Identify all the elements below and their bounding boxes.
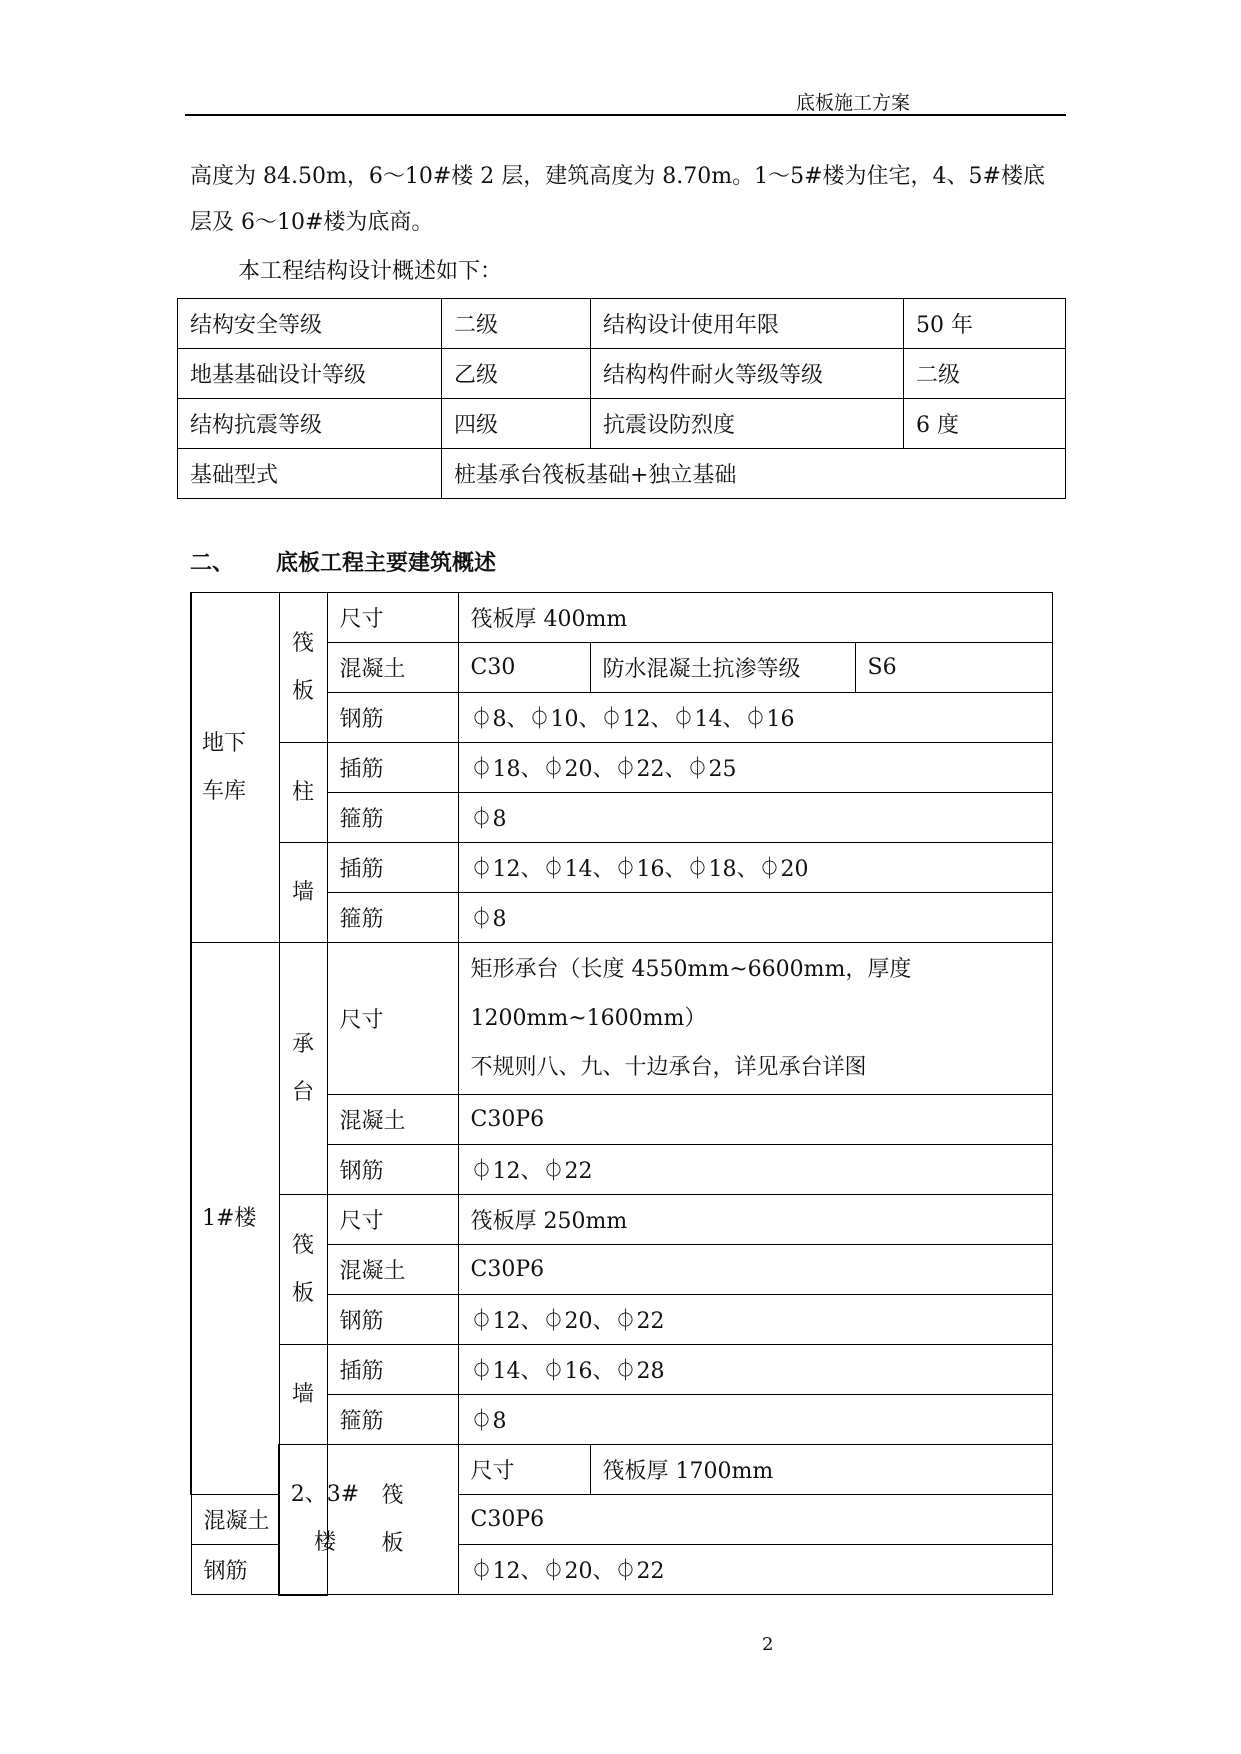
body-line-1: 高度为 84.50m，6～10#楼 2 层，建筑高度为 8.70m。1～5#楼为住宅，4、5#楼底 [190, 164, 1045, 189]
table-cell: ⏀8 [458, 1395, 1052, 1445]
section-title: 底板工程主要建筑概述 [276, 550, 497, 576]
subcategory-raft [279, 593, 327, 743]
table-cell: 抗震设防烈度 [591, 399, 904, 449]
table-cell: 筏板厚 400mm [458, 593, 1052, 643]
table-row [191, 1445, 1052, 1495]
subcategory-cap [279, 943, 327, 1195]
foundation-value: 桩基承台筏板基础+独立基础 [442, 449, 1066, 499]
category-building-1: 1#楼 [191, 943, 279, 1495]
table-row [191, 1195, 1052, 1245]
subcategory-raft [279, 1195, 327, 1345]
table-cell: ⏀14、⏀16、⏀28 [458, 1345, 1052, 1395]
table-cell: 钢筋 [191, 1545, 279, 1595]
table-row [178, 299, 1066, 349]
table-cell: 二级 [442, 299, 591, 349]
cap-size-line: 1200mm~1600mm） [470, 1006, 707, 1031]
foundation-overview-table [190, 592, 1053, 1596]
table-cell: ⏀12、⏀22 [458, 1145, 1052, 1195]
table-cell: 防水混凝土抗渗等级 [590, 643, 855, 693]
cap-size-line: 矩形承台（长度 4550mm~6600mm，厚度 [470, 957, 912, 982]
table-cell: 箍筋 [327, 893, 458, 943]
table-row [191, 843, 1052, 893]
subcategory-label: 承台 [291, 1031, 314, 1105]
structure-intro: 本工程结构设计概述如下： [238, 259, 503, 284]
header-rule [185, 114, 1066, 116]
section-number: 二、 [190, 550, 235, 576]
table-cell: 筏板厚 1700mm [590, 1445, 1052, 1495]
table-cell: 箍筋 [327, 1395, 458, 1445]
body-line-2: 层及 6～10#楼为底商。 [190, 210, 434, 235]
subcategory-label: 筏板 [381, 1482, 404, 1556]
table-row [178, 349, 1066, 399]
table-cell: 混凝土 [327, 1095, 458, 1145]
category-label: 地下车库 [202, 730, 247, 804]
table-cell: 50 年 [904, 299, 1066, 349]
table-cell: ⏀18、⏀20、⏀22、⏀25 [458, 743, 1052, 793]
table-cell: 二级 [904, 349, 1066, 399]
table-cell: 混凝土 [327, 643, 458, 693]
subcategory-label: 筏板 [291, 630, 314, 704]
table-cell: 钢筋 [327, 1295, 458, 1345]
section-heading [190, 546, 496, 577]
table-cell: 结构构件耐火等级等级 [591, 349, 904, 399]
table-cell: 钢筋 [327, 693, 458, 743]
table-cell: 钢筋 [327, 1145, 458, 1195]
table-cell: ⏀12、⏀20、⏀22 [458, 1295, 1052, 1345]
table-cell: 混凝土 [191, 1495, 279, 1545]
table-row [191, 743, 1052, 793]
table-cell: 筏板厚 250mm [458, 1195, 1052, 1245]
structure-summary-table [177, 298, 1066, 499]
table-cell: 插筋 [327, 843, 458, 893]
table-row [191, 943, 1052, 1095]
table-cell: 尺寸 [327, 943, 458, 1095]
table-cell: 尺寸 [327, 1195, 458, 1245]
table-cell: 尺寸 [327, 593, 458, 643]
body-paragraph [190, 154, 1070, 246]
table-cell: 插筋 [327, 1345, 458, 1395]
page-header-title: 底板施工方案 [796, 92, 911, 114]
category-garage [191, 593, 279, 943]
category-building-2-3 [279, 1445, 360, 1595]
table-cell: 四级 [442, 399, 591, 449]
table-cell: 插筋 [327, 743, 458, 793]
subcategory-label: 筏板 [291, 1232, 314, 1306]
table-cell: ⏀8 [458, 893, 1052, 943]
table-cell: 结构安全等级 [178, 299, 442, 349]
table-cell: ⏀12、⏀20、⏀22 [458, 1545, 1052, 1595]
table-cell: 乙级 [442, 349, 591, 399]
subcategory-column: 柱 [279, 743, 327, 843]
table-cell: 结构设计使用年限 [591, 299, 904, 349]
table-cell: 箍筋 [327, 793, 458, 843]
table-cell: 地基基础设计等级 [178, 349, 442, 399]
cap-size-cell [458, 943, 1052, 1095]
table-cell: ⏀12、⏀14、⏀16、⏀18、⏀20 [458, 843, 1052, 893]
table-row [178, 399, 1066, 449]
table-row [191, 593, 1052, 643]
table-cell: C30P6 [458, 1095, 1052, 1145]
table-cell: C30P6 [458, 1495, 1052, 1545]
subcategory-wall: 墙 [279, 843, 327, 943]
table-cell: C30 [458, 643, 590, 693]
table-row [178, 449, 1066, 499]
page-number: 2 [762, 1634, 774, 1655]
category-label: 2、3#楼 [290, 1482, 360, 1556]
subcategory-wall: 墙 [279, 1345, 327, 1445]
table-cell: C30P6 [458, 1245, 1052, 1295]
cap-size-line: 不规则八、九、十边承台，详见承台详图 [470, 1055, 867, 1080]
table-cell: 6 度 [904, 399, 1066, 449]
table-cell: ⏀8 [458, 793, 1052, 843]
table-cell: 结构抗震等级 [178, 399, 442, 449]
table-cell: S6 [855, 643, 1052, 693]
table-cell: 尺寸 [458, 1445, 590, 1495]
table-row [191, 1345, 1052, 1395]
table-cell: ⏀8、⏀10、⏀12、⏀14、⏀16 [458, 693, 1052, 743]
table-cell: 混凝土 [327, 1245, 458, 1295]
foundation-label: 基础型式 [178, 449, 442, 499]
